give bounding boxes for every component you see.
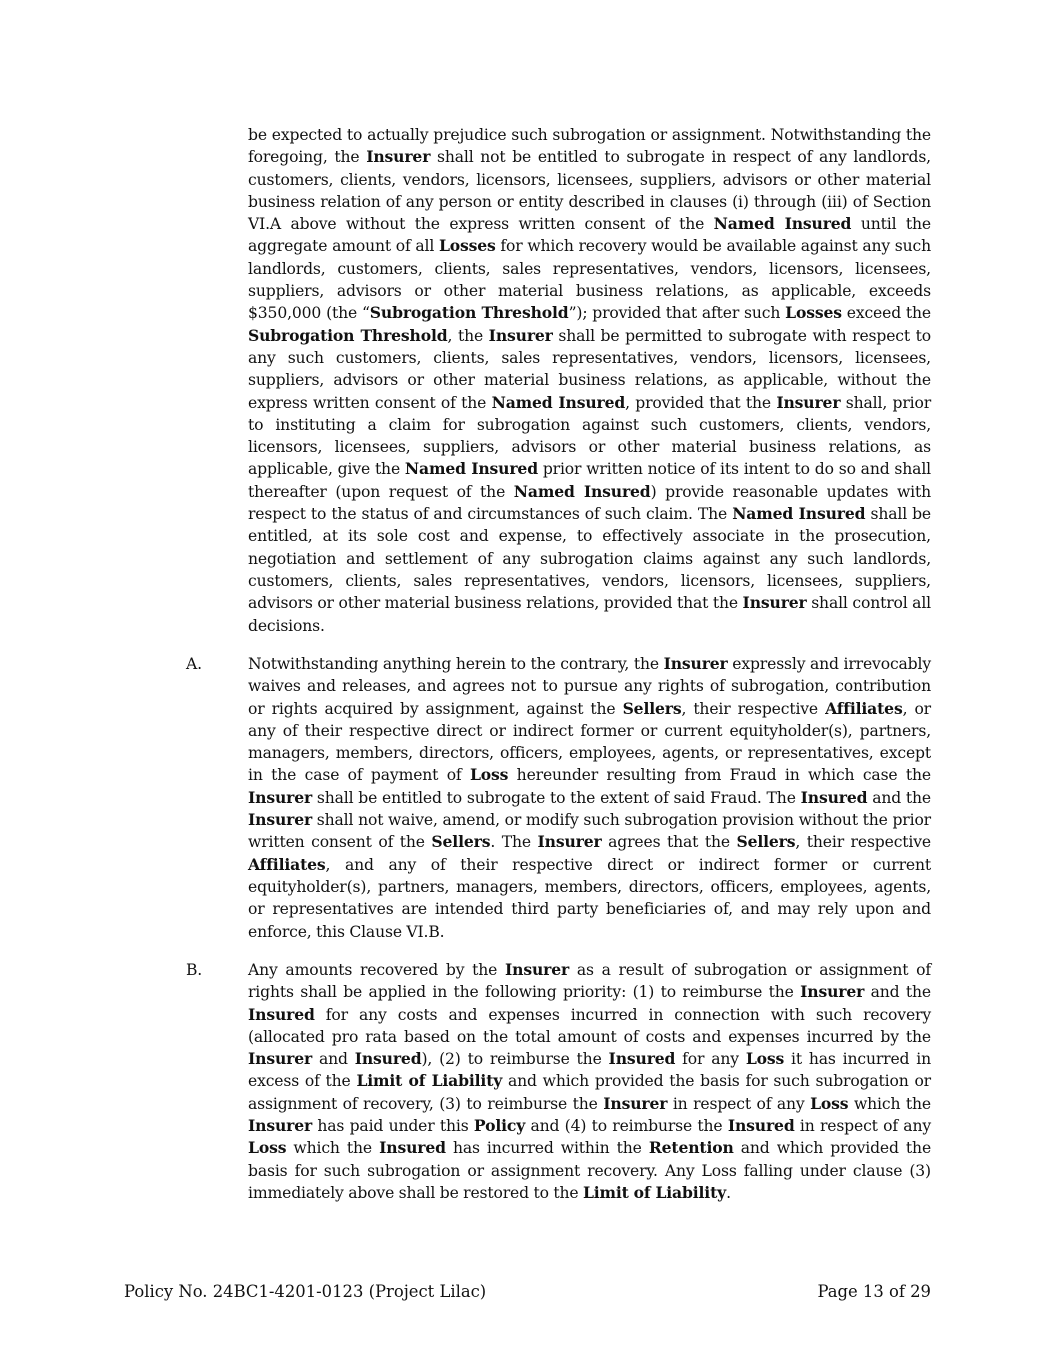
defined-term: Insurer: [537, 832, 602, 852]
defined-term: Named Insured: [732, 504, 866, 524]
defined-term: Insured: [379, 1138, 446, 1158]
defined-term: Losses: [438, 236, 496, 256]
clause-b-text: Any amounts recovered by the Insurer as a result of subrogation or assignment of rights shall be applied in the following priority: (1) to reimburse the Insurer and the Insured for any costs and expenses incurred in connection with such recovery (allocated pro rata based on the total amount of costs and expenses incurred by the Insurer and Insured), (2) to reimburse the Insured for any Loss it has incurred in excess of the Limit of Liability and which provided the basis for such subrogation or assignment of recovery, (3) to reimburse the Insurer in respect of any Loss which the Insurer has paid under this Policy and (4) to reimburse the Insured in respect of any Loss which the Insured has incurred within the Retention and which provided the basis for such subrogation or assignment recovery. Any Loss falling under clause (3) immediately above shall be restored to the Limit of Liability.: [248, 960, 932, 1202]
defined-term: Retention: [648, 1138, 734, 1158]
defined-term: Insurer: [248, 1049, 313, 1069]
defined-term: Named Insured: [513, 481, 651, 501]
clause-a-text: Notwithstanding anything herein to the contrary, the Insurer expressly and irrevocably waives and releases, and agrees not to pursue any rights of subrogation, contribution or rights acquired by assignment, against the Sellers, their respective Affiliates, or any of their respective direct or indirect former or current equityholder(s), partners, managers, members, directors, officers, employees, agents, or representatives, except in the case of payment of Loss hereunder resulting from Fraud in which case the Insurer shall be entitled to subrogate to the extent of said Fraud. The Insured and the Insurer shall not waive, amend, or modify such subrogation provision without the prior written consent of the Sellers. The Insurer agrees that the Sellers, their respective Affiliates, and any of their respective direct or indirect former or current equityholder(s), partners, managers, members, directors, officers, employees, agents, or representatives are intended third party beneficiaries of, and may rely upon and enforce, this Clause VI.B.: [248, 654, 931, 941]
defined-term: Insured: [248, 1004, 315, 1024]
continuation-paragraph: be expected to actually prejudice such subrogation or assignment. Notwithstanding the foregoing, the Insurer shall not be entitled to subrogate in respect of any landlords, customers, clients, vendors, licensors, licensees, suppliers, advisors or other material business relation of any person or entity described in clauses (i) through (iii) of Section VI.A above without the express written consent of the Named Insured until the aggregate amount of all Losses for which recovery would be available against any such landlords, customers, clients, sales representatives, vendors, licensors, licensees, suppliers, advisors or other material business relations, as applicable, exceeds $350,000 (the “Subrogation Threshold”); provided that after such Losses exceed the Subrogation Threshold, the Insurer shall be permitted to subrogate with respect to any such customers, clients, sales representatives, vendors, licensors, licensees, suppliers, advisors or other material business relations, as applicable, without the express written consent of the Named Insured, provided that the Insurer shall, prior to instituting a claim for subrogation against such customers, clients, vendors, licensors, licensees, suppliers, advisors or other material business relations, as applicable, give the Named Insured prior written notice of its intent to do so and shall thereafter (upon request of the Named Insured) provide reasonable updates with respect to the status of and circumstances of such claim. The Named Insured shall be entitled, at its sole cost and expense, to effectively associate in the prosecution, negotiation and settlement of any subrogation claims against any such landlords, customers, clients, sales representatives, vendors, licensors, licensees, suppliers, advisors or other material business relations, provided that the Insurer shall control all decisions.: [248, 126, 932, 635]
defined-term: Subrogation Threshold: [248, 325, 448, 345]
defined-term: Insurer: [248, 787, 313, 807]
defined-term: Sellers: [736, 832, 796, 852]
policy-number: Policy No. 24BC1-4201-0123 (Project Lilac): [124, 1282, 487, 1301]
defined-term: Named Insured: [404, 459, 538, 479]
defined-term: Sellers: [431, 832, 491, 852]
defined-term: Affiliates: [825, 698, 903, 718]
defined-term: Insurer: [742, 593, 807, 613]
defined-term: Insured: [354, 1049, 422, 1069]
defined-term: Named Insured: [491, 392, 626, 412]
defined-term: Insured: [727, 1116, 795, 1136]
defined-term: Insurer: [488, 325, 553, 345]
clause-b: [186, 959, 931, 1204]
defined-term: Insurer: [800, 982, 865, 1002]
defined-term: Insurer: [366, 147, 431, 167]
defined-term: Insurer: [248, 810, 313, 830]
page-number: Page 13 of 29: [817, 1282, 931, 1301]
clause-a: [186, 653, 931, 943]
defined-term: Loss: [810, 1093, 849, 1113]
clause-a-label: A.: [186, 655, 202, 673]
defined-term: Loss: [745, 1049, 785, 1069]
clause-b-label: B.: [186, 961, 203, 979]
defined-term: Insured: [608, 1049, 676, 1069]
defined-term: Limit of Liability: [582, 1182, 727, 1202]
defined-term: Subrogation Threshold: [369, 303, 569, 323]
defined-term: Insurer: [505, 960, 570, 979]
defined-term: Insurer: [248, 1116, 313, 1136]
defined-term: Named Insured: [713, 214, 852, 234]
defined-term: Loss: [248, 1138, 287, 1158]
defined-term: Sellers: [622, 698, 682, 718]
defined-term: Loss: [469, 765, 509, 785]
defined-term: Insurer: [603, 1093, 668, 1113]
defined-term: Limit of Liability: [356, 1071, 503, 1091]
defined-term: Policy: [473, 1116, 526, 1136]
defined-term: Insured: [800, 787, 868, 807]
defined-term: Insurer: [663, 654, 728, 673]
defined-term: Affiliates: [248, 854, 326, 874]
defined-term: Insurer: [776, 392, 841, 412]
defined-term: Losses: [785, 303, 842, 323]
